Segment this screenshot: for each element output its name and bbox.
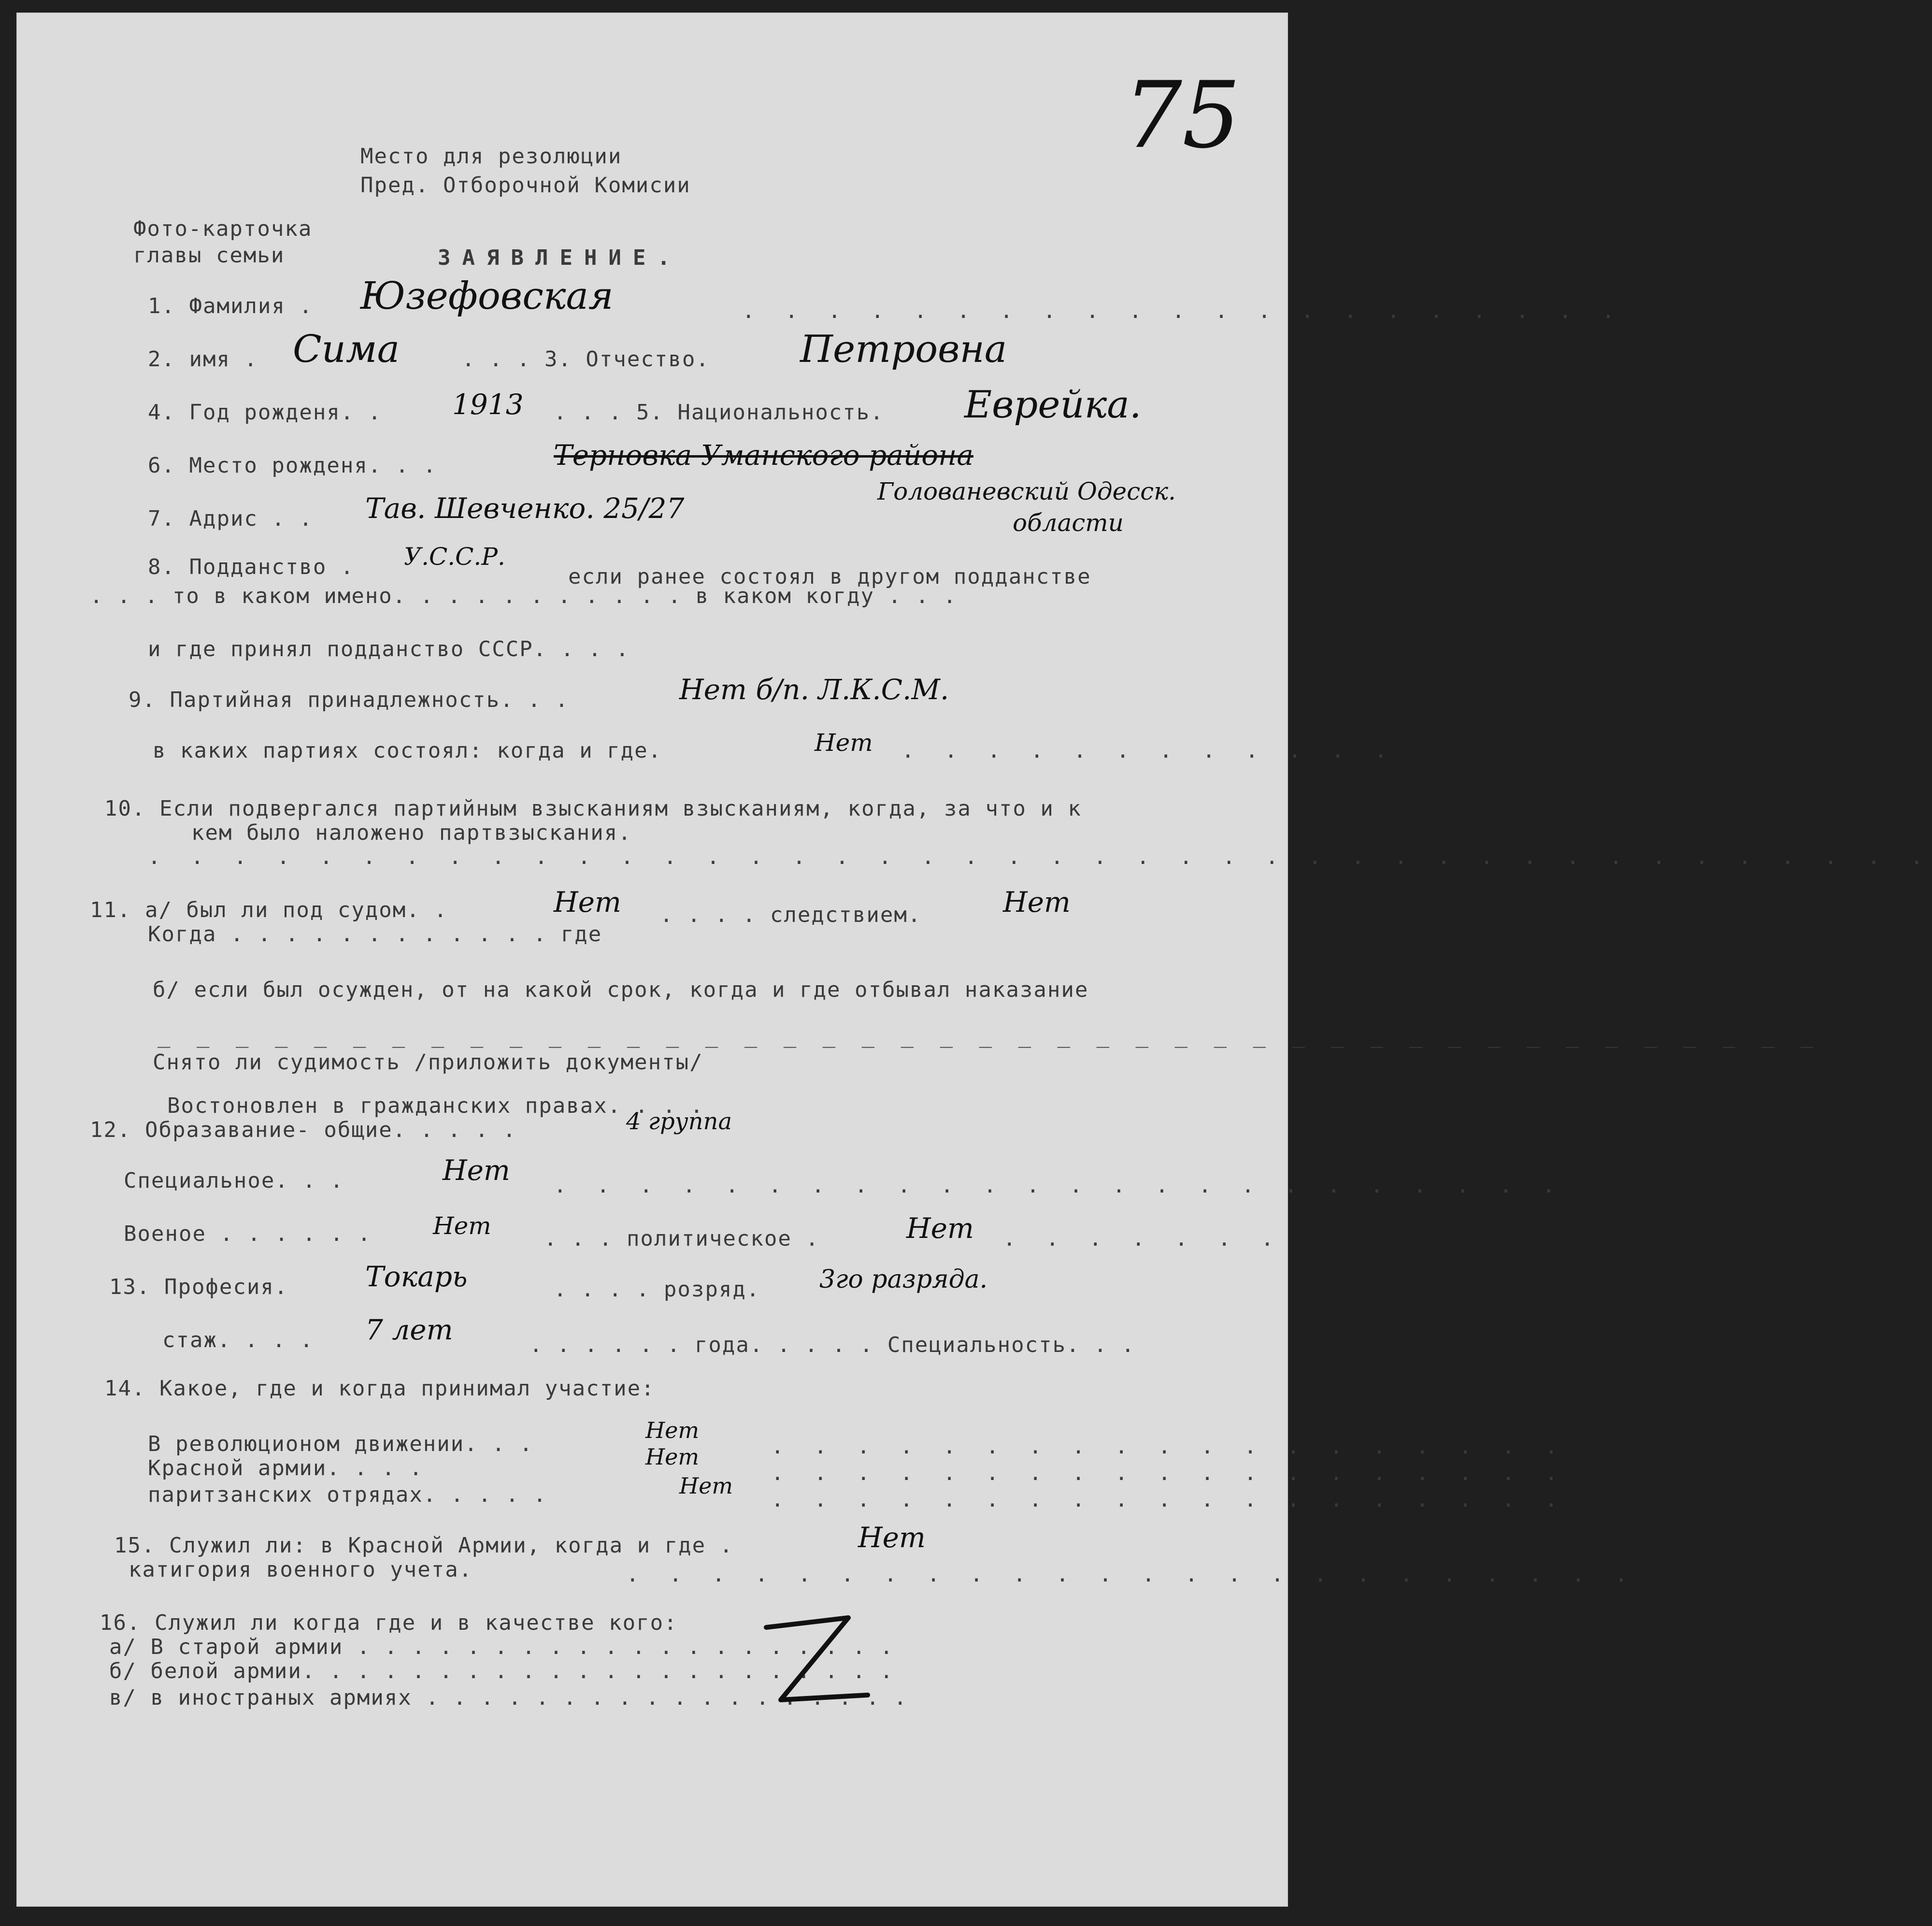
resolution-line-1: Место для резолюции bbox=[360, 144, 622, 169]
dashed-line: _ _ _ _ _ _ _ _ _ _ _ _ _ _ _ _ _ _ _ _ _ _ _ _ _ _ _ _ _ _ _ _ _ _ _ _ _ _ _ _ _ _ _ bbox=[157, 1023, 1820, 1048]
field-11-removed: Снято ли судимость /приложить документы/ bbox=[153, 1050, 703, 1075]
field-9-label: 9. Партийная принадлежность. . . bbox=[129, 688, 569, 712]
field-14-label: 14. Какое, где и когда принимал участие: bbox=[104, 1376, 655, 1401]
field-1-value: Юзефовская bbox=[360, 274, 614, 318]
field-12-special-value: Нет bbox=[443, 1154, 510, 1187]
field-13-rest: . . . . . . года. . . . . Специальность. . . bbox=[530, 1333, 1135, 1357]
field-4-value: 1913 bbox=[452, 388, 524, 421]
field-8-line-2: . . . то в каком имено. . . . . . . . . . . в каком когду . . . bbox=[90, 584, 957, 608]
field-11-mid: . . . . следствием. bbox=[660, 903, 922, 927]
dots: . . . . . . . . . . . . . . . . . . . bbox=[771, 1461, 1567, 1485]
field-8-line-3: и где принял подданство СССР. . . . bbox=[148, 637, 630, 661]
field-6-value-struck: Терновка Уманского района bbox=[554, 439, 973, 472]
field-9-value-2: Нет bbox=[815, 729, 873, 757]
field-12-political-value: Нет bbox=[906, 1212, 974, 1245]
field-13-rank-label: . . . . розряд. bbox=[554, 1277, 760, 1302]
field-12-military-label: Военое . . . . . . bbox=[124, 1222, 372, 1246]
field-13-stage-label: стаж. . . . bbox=[162, 1328, 314, 1352]
field-8-rest: если ранее состоял в другом подданстве bbox=[568, 564, 1091, 589]
field-13-rank-value: 3го разряда. bbox=[819, 1265, 988, 1294]
document-sheet bbox=[16, 13, 1932, 1907]
field-7-value: Тав. Шевченко. 25/27 bbox=[365, 492, 685, 525]
field-5-label: . . . 5. Национальность. bbox=[554, 400, 884, 425]
field-14-b-label: Красной армии. . . . bbox=[148, 1456, 423, 1480]
photo-label-2: главы семьи bbox=[133, 243, 285, 268]
field-13-value: Токарь bbox=[365, 1260, 468, 1293]
field-6-value-region: области bbox=[1013, 509, 1124, 537]
dots: . . . . . . . . . . . . . . . . . . . . . . . . bbox=[626, 1562, 1637, 1587]
field-12-special-label: Специальное. . . bbox=[124, 1168, 344, 1193]
dots: . . . . . . . . . . . . . . . . . . . bbox=[771, 1487, 1567, 1512]
field-14-a-label: В революционом движении. . . bbox=[148, 1432, 533, 1456]
field-13-stage-value: 7 лет bbox=[365, 1313, 453, 1346]
photo-label-1: Фото-карточка bbox=[133, 216, 313, 241]
field-14-a-value: Нет bbox=[645, 1417, 699, 1443]
field-16-a: а/ В старой армии . . . . . . . . . . . . . . . . . . . . bbox=[109, 1635, 894, 1659]
field-11-restored: Востоновлен в гражданских правах. . . . bbox=[167, 1093, 704, 1118]
handwritten-z-mark bbox=[752, 1608, 877, 1724]
form-title: ЗАЯВЛЕНИЕ. bbox=[438, 245, 682, 270]
field-7-label: 7. Адрис . . bbox=[148, 506, 313, 531]
field-15-value: Нет bbox=[858, 1521, 926, 1554]
field-10-line-1: 10. Если подвергался партийным взысканиям взысканиям, когда, за что и к bbox=[104, 796, 1082, 821]
field-6-value-addition: Голованевский Одесск. bbox=[877, 477, 1176, 505]
field-12-military-value: Нет bbox=[433, 1212, 491, 1240]
field-2-label: 2. имя . bbox=[148, 347, 258, 372]
resolution-line-2: Пред. Отборочной Комисии bbox=[360, 173, 691, 198]
field-12-label: 12. Образавание- общие. . . . . bbox=[90, 1118, 517, 1142]
field-3-value: Петровна bbox=[800, 328, 1007, 371]
field-5-value: Еврейка. bbox=[964, 383, 1142, 427]
field-14-c-label: паритзанских отрядах. . . . . bbox=[148, 1482, 547, 1507]
field-11-value: Нет bbox=[554, 886, 621, 919]
field-1-label: 1. Фамилия . bbox=[148, 294, 313, 318]
field-3-label: . . . 3. Отчество. bbox=[462, 347, 710, 372]
field-11-label: 11. а/ был ли под судом. . bbox=[90, 898, 448, 922]
field-11-when: Когда . . . . . . . . . . . . где bbox=[148, 922, 602, 947]
field-13-label: 13. Професия. bbox=[109, 1275, 288, 1299]
field-11-value-2: Нет bbox=[1003, 886, 1071, 919]
field-8-label: 8. Подданство . bbox=[148, 555, 355, 579]
dots: . . . . . . . . . . . . . . . . . . . . . . . . . . . . . . . . . . . . . . . . . . bbox=[148, 845, 1932, 869]
page-number: 75 bbox=[1124, 62, 1241, 169]
field-9-value: Нет б/п. Л.К.С.М. bbox=[679, 673, 949, 706]
field-10-line-2: кем было наложено партвзыскания. bbox=[191, 820, 632, 845]
field-4-label: 4. Год рожденя. . bbox=[148, 400, 382, 425]
field-12-value: 4 группа bbox=[626, 1108, 732, 1135]
field-11-b: б/ если был осужден, от на какой срок, когда и где отбывал наказание bbox=[153, 977, 1089, 1002]
field-15-label: 15. Служил ли: в Красной Армии, когда и где . bbox=[114, 1533, 734, 1558]
field-14-b-value: Нет bbox=[645, 1444, 699, 1470]
field-8-value: У.С.С.Р. bbox=[404, 543, 505, 571]
field-16-b: б/ белой армии. . . . . . . . . . . . . . . . . . . . . . bbox=[109, 1659, 894, 1683]
field-9-line-2: в каких партиях состоял: когда и где. bbox=[153, 738, 662, 763]
dots: . . . . . . . . . . . . . . . . . . . . . . . . bbox=[554, 1173, 1564, 1198]
field-14-c-value: Нет bbox=[679, 1473, 733, 1499]
field-2-value: Сима bbox=[293, 328, 400, 371]
field-16-c: в/ в иностраных армиях . . . . . . . . . . . . . . . . . . bbox=[109, 1685, 908, 1710]
dots: . . . . . . . . . . . . bbox=[902, 738, 1396, 763]
dots: . . . . . . . . . . . . . . . . . . . . . bbox=[742, 299, 1624, 323]
dots: . . . . . . . . . . . . . . . . . . . bbox=[771, 1434, 1567, 1459]
field-6-label: 6. Место рожденя. . . bbox=[148, 453, 437, 478]
dots: . . . . . . . bbox=[1003, 1226, 1283, 1251]
field-15-line-2: катигория военного учета. bbox=[129, 1557, 473, 1582]
field-12-political-label: . . . политическое . bbox=[544, 1226, 819, 1251]
field-16-label: 16. Служил ли когда где и в качестве кого: bbox=[100, 1610, 678, 1635]
